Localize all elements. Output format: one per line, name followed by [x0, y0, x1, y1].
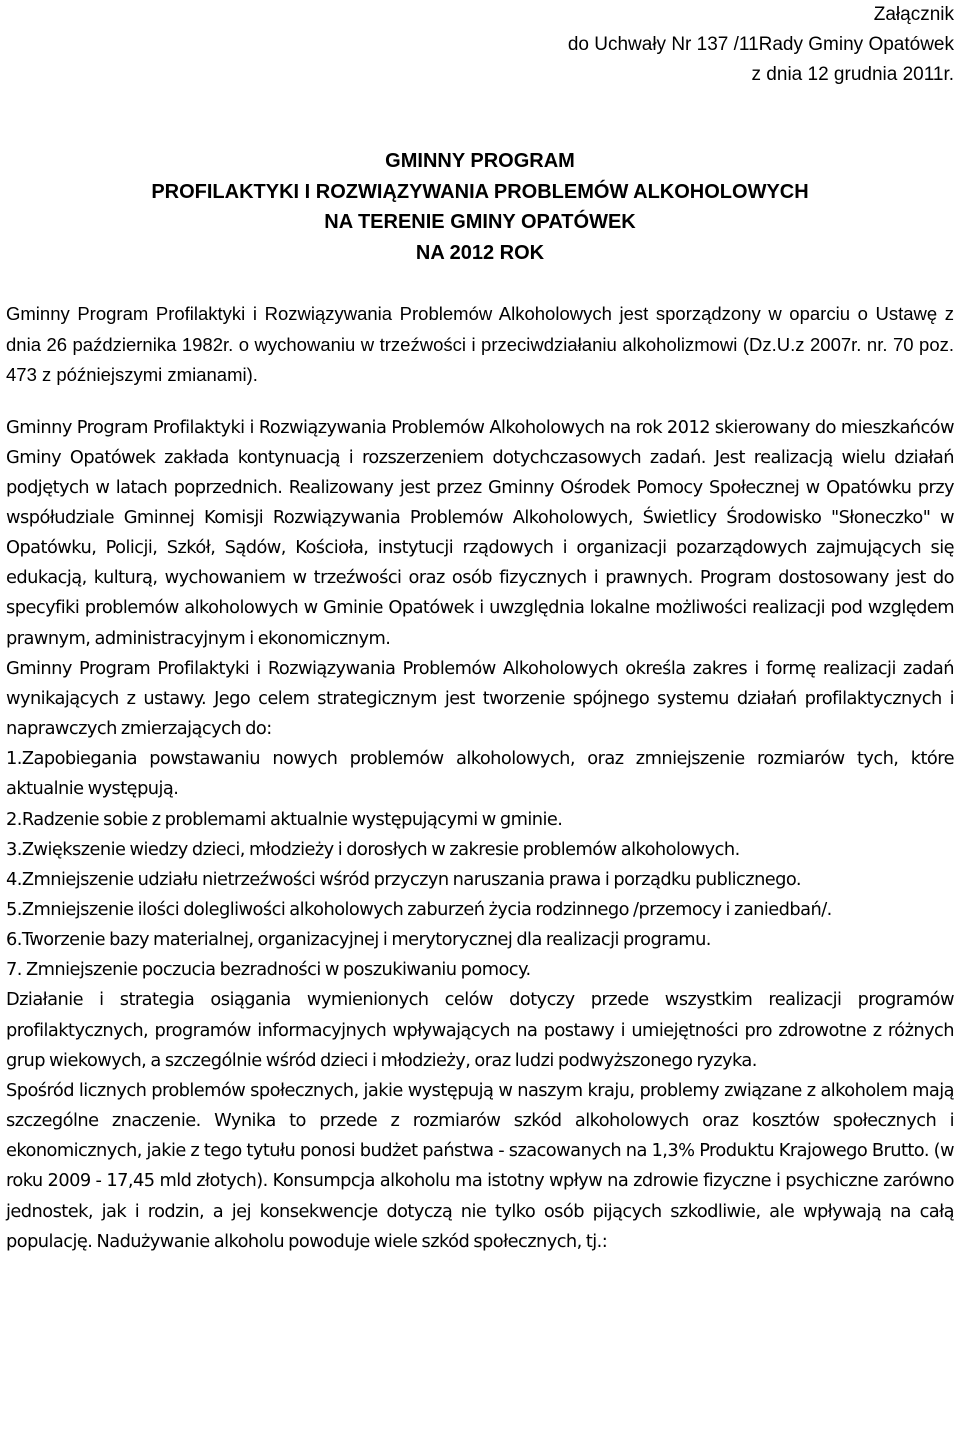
resolution-reference: do Uchwały Nr 137 /11Rady Gminy Opatówek [567, 34, 954, 55]
goal-item-7: 7. Zmniejszenie poczucia bezradności w poszukiwaniu pomocy. [6, 959, 531, 981]
attachment-header [6, 0, 954, 90]
title-line-4: NA 2012 ROK [415, 241, 545, 264]
paragraph-strategy: Działanie i strategia osiągania wymienionych celów dotyczy przede wszystkim realizacji programów profilaktycznych, programów informacyjnych wpływających na postawy i umiejętności pro zdrowotne z różnych grup wiekowych, a szczególnie wśród dzieci i młodzieży, oraz ludzi podwyższonego ryzyka. [6, 989, 954, 1071]
goal-item-3: 3.Zwiększenie wiedzy dzieci, młodzieży i dorosłych w zakresie problemów alkoholowych. [6, 838, 740, 860]
paragraph-program-scope: Gminny Program Profilaktyki i Rozwiązywania Problemów Alkoholowych określa zakres i formę realizacji zadań wynikających z ustawy. Jego celem strategicznym jest tworzenie spójnego systemu działań profilaktycznych i naprawczych zmierzających do: [6, 657, 954, 740]
goal-item-5: 5.Zmniejszenie ilości dolegliwości alkoholowych zaburzeń życia rodzinnego /przemocy i zaniedbań/. [6, 899, 832, 920]
goal-item-1: 1.Zapobiegania powstawaniu nowych problemów alkoholowych, oraz zmniejszenie rozmiarów tych, które aktualnie występują. [6, 748, 954, 800]
attachment-label: Załącznik [873, 4, 954, 25]
intro-paragraph: Gminny Program Profilaktyki i Rozwiązywania Problemów Alkoholowych jest sporządzony w oparciu o Ustawę z dnia 26 października 1982r. o wychowaniu w trzeźwości i przeciwdziałaniu alkoholizmowi (Dz.U.z 2007r. nr. 70 poz. 473 z późniejszymi zmianami). [6, 303, 954, 385]
title-line-1: GMINNY PROGRAM [385, 150, 575, 172]
document-title [6, 146, 954, 268]
paragraph-social-problems: Spośród licznych problemów społecznych, jakie występują w naszym kraju, problemy związane z alkoholem mają szczególne znaczenie. Wynika to przede z rozmiarów szkód alkoholowych oraz kosztów społecznych i ekonomicznych, jakie z tego tytułu ponosi budżet państwa - szacowanych na 1,3% Produktu Krajowego Brutto. (w roku 2009 - 17,45 mld złotych). Konsumpcja alkoholu ma istotny wpływ na zdrowie fizyczne i psychiczne zarówno jednostek, jak i rodzin, a jej konsekwencje dotyczą nie tylko osób pijących szkodliwie, ale wpływają na całą populację. Nadużywanie alkoholu powoduje wiele szkód społecznych, tj.: [6, 1079, 954, 1252]
paragraph-program-description: Gminny Program Profilaktyki i Rozwiązywania Problemów Alkoholowych na rok 2012 skierowany do mieszkańców Gminy Opatówek zakłada kontynuacją i rozszerzeniem dotychczasowych zadań. Jest realizacją wielu działań podjętych w latach poprzednich. Realizowany jest przez Gminny Ośrodek Pomocy Społecznej w Opatówku przy współudziale Gminnej Komisji Rozwiązywania Problemów Alkoholowych, Świetlicy Środowisko "Słoneczko" w Opatówku, Policji, Szkół, Sądów, Kościoła, instytucji rządowych i organizacji pozarządowych zajmujących się edukacją, kulturą, wychowaniem w trzeźwości oraz osób fizycznych i prawnych. Program dostosowany jest do specyfiki problemów alkoholowych w Gminie Opatówek i uwzględnia lokalne możliwości realizacji pod względem prawnym, administracyjnym i ekonomicznym. [6, 416, 954, 649]
goal-item-4: 4.Zmniejszenie udziału nietrzeźwości wśród przyczyn naruszania prawa i porządku publicznego. [6, 868, 802, 890]
goal-item-2: 2.Radzenie sobie z problemami aktualnie występującymi w gminie. [6, 808, 563, 830]
resolution-date: z dnia 12 grudnia 2011r. [751, 64, 954, 85]
goal-item-6: 6.Tworzenie bazy materialnej, organizacyjnej i merytorycznej dla realizacji programu. [6, 929, 711, 951]
document-page [6, 0, 954, 1257]
title-line-3: NA TERENIE GMINY OPATÓWEK [324, 211, 636, 233]
document-body [6, 413, 954, 1257]
title-line-2: PROFILAKTYKI I ROZWIĄZYWANIA PROBLEMÓW ALKOHOLOWYCH [151, 180, 809, 203]
